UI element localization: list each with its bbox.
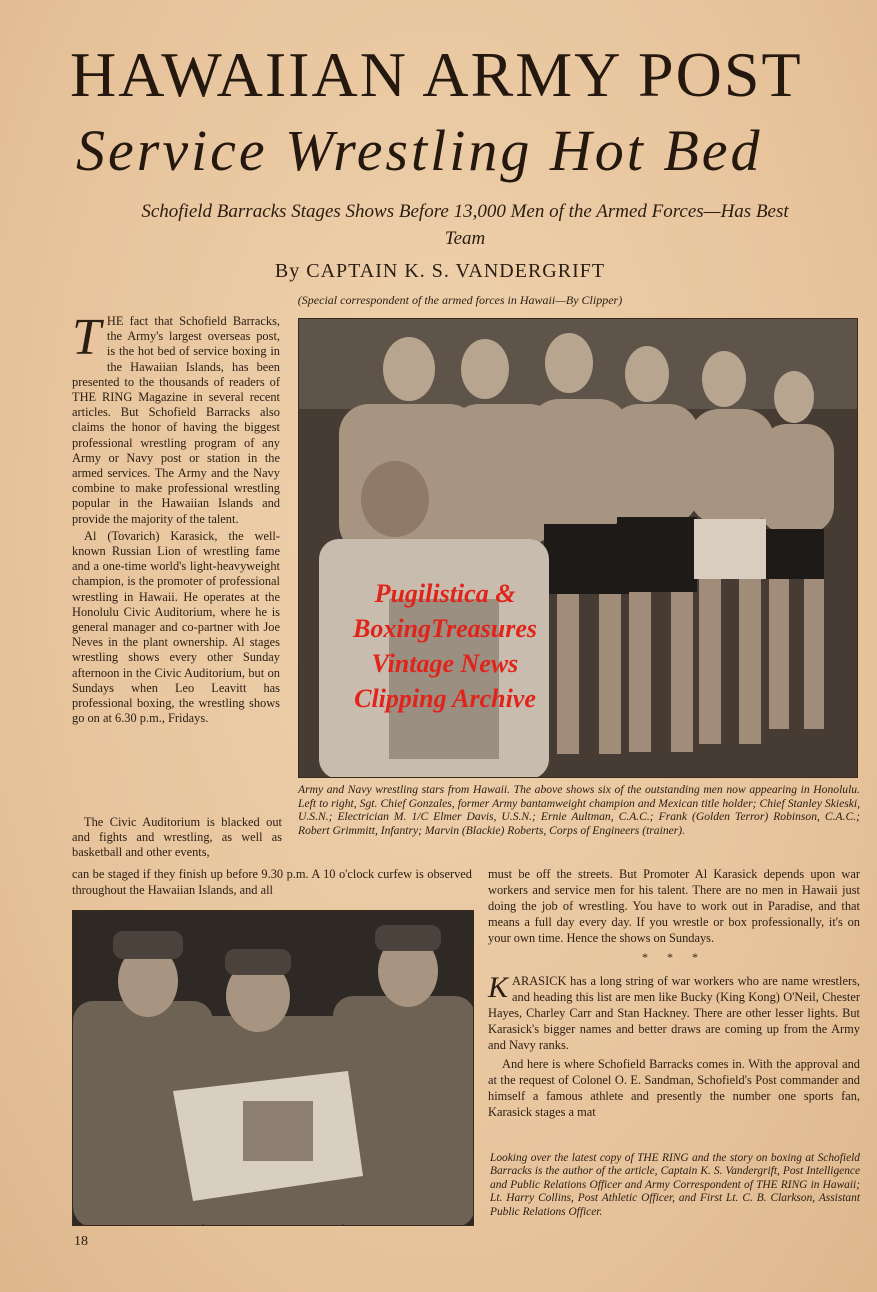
drop-cap: T bbox=[72, 309, 101, 366]
paragraph-4: must be off the streets. But Promoter Al Karasick depends upon war workers and service men for his talent. There are no men in Hawaii just doing the job of wrestling. You have to work out in Paradise, and that means a full day every day. If you wrestle or box professionally, it's on your own time. Hence the shows on Sundays. bbox=[488, 867, 860, 945]
headline: HAWAIIAN ARMY POST bbox=[70, 39, 803, 110]
paragraph-5: K ARASICK has a long string of war workers who are name wrestlers, and heading this list are men like Bucky (King Kong) O'Neil, Chester Hayes, Charley Carr and Stan Hackney. There are other lesser lights. But Karasick's bigger names and better draws are coming up from the Army and Navy ranks. bbox=[488, 971, 860, 1052]
officers-photo-caption: Looking over the latest copy of THE RING and the story on boxing at Schofield Barracks is the author of the article, Captain K. S. Vandergrift, Post Intelligence and Public Relations Officer and Army Correspondent of THE RING in Hawaii; Lt. Harry Collins, Post Athletic Officer, and First Lt. C. B. Clarkson, Assistant Public Relations Officer. bbox=[490, 1152, 860, 1218]
paragraph-6: And here is where Schofield Barracks comes in. With the approval and at the request of Colonel O. E. Sandman, Schofield's Post commander and himself a famous athlete and presently the number one sports fan, Karasick stages a mat bbox=[488, 1057, 860, 1119]
section-divider: * * * bbox=[642, 950, 706, 964]
subheadline: Service Wrestling Hot Bed bbox=[76, 118, 763, 183]
paragraph-2: Al (Tovarich) Karasick, the well-known Russian Lion of wrestling fame and a one-time world's light-heavyweight champion, is the promoter of professional wrestling in Hawaii. He operates at the Honolulu Civic Auditorium, where he is general manager and co-partner with Joe Neves in the plant ownership. Al stages wrestling shows every other Sunday afternoon in the Civic Auditorium, but on Sundays when Leo Leavitt has professional boxing, the wrestling shows go on at 6.30 p.m., Fridays. bbox=[72, 528, 280, 726]
paragraph-1: T HE fact that Schofield Barracks, the Army's largest overseas post, is the hot bed of service boxing in the Hawaiian Islands, has been presented to the thousands of readers of THE RING Magazine in several recent articles. But Schofield Barracks also claims the honor of having the biggest professional wrestling program of any Army or Navy post or station in the armed services. The Army and the Navy combine to make professional wrestling popular in the Hawaiian Islands and provide the majority of the talent. bbox=[72, 309, 280, 526]
credit-line: (Special correspondent of the armed forces in Hawaii—By Clipper) bbox=[297, 293, 623, 307]
wrestlers-photo-caption: Army and Navy wrestling stars from Hawaii. The above shows six of the outstanding men now appearing in Honolulu. Left to right, Sgt. Chief Gonzales, former Army bantamweight champion and Mexican title holder; Chief Stanley Skieski, U.S.N.; Electrician M. 1/C Elmer Davis, U.S.N.; Ernie Aultman, C.A.C.; Frank (Golden Terror) Robinson, C.A.C.; Robert Grimmitt, Infantry; Marvin (Blackie) Roberts, Corps of Engineers (trainer). bbox=[298, 783, 860, 837]
officers-photo bbox=[72, 910, 474, 1226]
archive-watermark: Pugilistica & BoxingTreasures Vintage News Clipping Archive bbox=[353, 579, 537, 713]
article-column-2 bbox=[488, 866, 860, 1123]
byline: By CAPTAIN K. S. VANDERGRIFT bbox=[274, 260, 606, 282]
drop-cap-2: K bbox=[488, 971, 509, 1004]
paragraph-3-continued: can be staged if they finish up before 9.30 p.m. A 10 o'clock curfew is observed throughout the Hawaiian Islands, and all bbox=[72, 867, 472, 897]
paragraph-3: The Civic Auditorium is blacked out and fights and wrestling, as well as basketball and other events, bbox=[72, 815, 282, 860]
article-column-1 bbox=[72, 309, 280, 728]
officers-illustration bbox=[73, 911, 474, 1226]
article-column-1-end bbox=[72, 815, 282, 861]
page-number: 18 bbox=[74, 1234, 88, 1249]
deck: Schofield Barracks Stages Shows Before 13,000 Men of the Armed Forces—Has Best Team bbox=[141, 201, 789, 249]
